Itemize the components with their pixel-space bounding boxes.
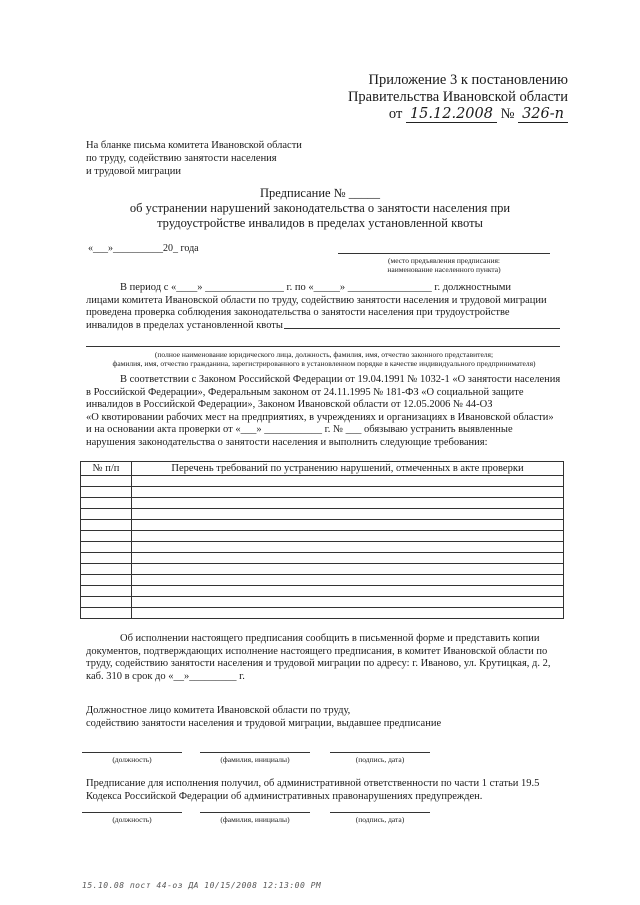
caption-signature-2: (подпись, дата) (355, 815, 405, 824)
appendix-date-line: от 15.12.2008 № 326-п (348, 106, 568, 123)
footer-stamp: 15.10.08 пост 44-оз ДА 10/15/2008 12:13:00 PM (82, 881, 322, 890)
report-paragraph: Об исполнении настоящего предписания сообщить в письменной форме и представить копии документов, подтверждающих исполнение настоящего предписания, в комитет Ивановской области по труду, содействию занятости населения и трудовой миграции по адресу: г. Иваново, ул. Крутицкая, д. 2, каб. 310 в срок до «__»_________ г. (86, 633, 551, 682)
handwritten-date: 15.12.2008 (406, 106, 497, 123)
signature-line-signature-2 (330, 812, 430, 813)
entity-caption: (полное наименование юридического лица, должность, фамилия, имя, отчество законного представителя; фамилия, имя, отчество гражданина, зарегистрированного в установленном порядке в качестве индивидуального предпринимателя) (112, 350, 536, 368)
place-caption: (место предъявления предписания: наименование населенного пункта) (387, 256, 501, 274)
document-title: Предписание № _____ об устранении нарушений законодательства о занятости населения при трудоустройстве инвалидов в пределах установленной квоты (129, 186, 511, 230)
table-row (81, 608, 564, 619)
period-paragraph: В период с «____» _______________ г. по «_____» ________________ г. должностными лицами комитета Ивановской области по труду, содействию занятости населения и трудовой миграции проведена проверка соблюдения законодательства о занятости населения при трудоустройстве инвалидов в пределах установленной квоты (86, 282, 547, 331)
signature-line-name-1 (200, 752, 310, 753)
caption-signature-1: (подпись, дата) (355, 755, 405, 764)
table-row (81, 564, 564, 575)
col-requirements-header: Перечень требований по устранению нарушений, отмеченных в акте проверки (132, 462, 564, 476)
date-line: «___»__________20_ года (88, 243, 199, 254)
appendix-header (348, 72, 568, 123)
table-row (81, 575, 564, 586)
entity-underline-1 (284, 328, 560, 329)
caption-position-1: (должность) (112, 755, 152, 764)
table-header (81, 462, 564, 476)
signature-line-signature-1 (330, 752, 430, 753)
official-block: Должностное лицо комитета Ивановской области по труду, содействию занятости населения и трудовой миграции, выдавшее предписание (86, 705, 442, 729)
caption-name-1: (фамилия, инициалы) (220, 755, 290, 764)
entity-underline-2 (86, 346, 560, 347)
appendix-line1: Приложение 3 к постановлению (368, 72, 568, 88)
received-paragraph: Предписание для исполнения получил, об административной ответственности по части 1 статьи 19.5 Кодекса Российской Федерации об административных правонарушениях предупрежден. (86, 778, 540, 802)
signature-line-position-2 (82, 812, 182, 813)
requirements-table (80, 461, 564, 619)
caption-name-2: (фамилия, инициалы) (220, 815, 290, 824)
table-row (81, 487, 564, 498)
table-row (81, 498, 564, 509)
appendix-line2: Правительства Ивановской области (347, 89, 568, 105)
legal-basis-paragraph: В соответствии с Законом Российской Федерации от 19.04.1991 № 1032-1 «О занятости населения в Российской Федерации», Федеральным законом от 24.11.1995 № 181-ФЗ «О социальной защите инвалидов в Российской Федерации», Законом Ивановской области от 12.05.2006 № 44-ОЗ «О квотировании рабочих мест на предприятиях, в учреждениях и организациях в Ивановской области» и на основании акта проверки от «___» ___________ г. № ___ обязываю устранить выявленные нарушения законодательства о занятости населения и выполнить следующие требования: (86, 374, 561, 448)
signature-line-position-1 (82, 752, 182, 753)
place-underline (338, 253, 550, 254)
table-row (81, 476, 564, 487)
table-row (81, 597, 564, 608)
caption-position-2: (должность) (112, 815, 152, 824)
signature-line-name-2 (200, 812, 310, 813)
letterhead-note: На бланке письма комитета Ивановской области по труду, содействию занятости населения и трудовой миграции (86, 140, 302, 177)
table-row (81, 520, 564, 531)
table-row (81, 531, 564, 542)
table-row (81, 553, 564, 564)
handwritten-number: 326-п (518, 106, 568, 123)
table-row (81, 542, 564, 553)
table-row (81, 509, 564, 520)
table-row (81, 586, 564, 597)
col-number-header: № п/п (81, 462, 132, 476)
